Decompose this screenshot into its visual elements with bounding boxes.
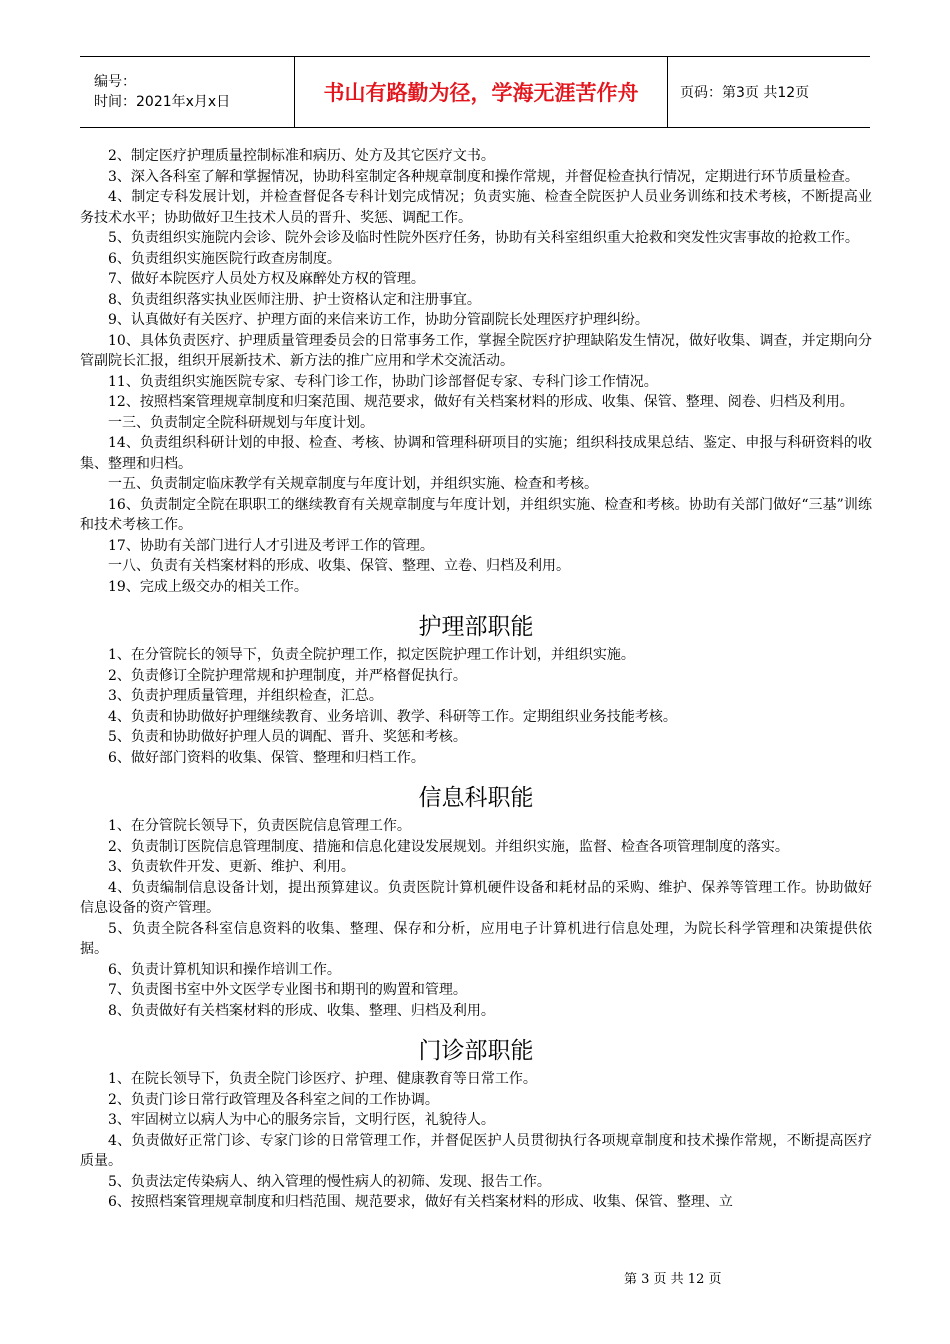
header-left-cell [80, 57, 294, 127]
paragraph: 4、负责做好正常门诊、专家门诊的日常管理工作，并督促医护人员贯彻执行各项规章制度和技术操作常规，不断提高医疗质量。 [80, 1132, 872, 1169]
paragraph: 一八、负责有关档案材料的形成、收集、保管、整理、立卷、归档及利用。 [108, 558, 570, 574]
paragraph: 2、制定医疗护理质量控制标准和病历、处方及其它医疗文书。 [108, 148, 495, 164]
paragraph: 1、在院长领导下，负责全院门诊医疗、护理、健康教育等日常工作。 [108, 1071, 537, 1087]
section-outpatient [80, 1037, 872, 1213]
page-footer: 第 3 页 共 12 页 [624, 1272, 722, 1287]
paragraph: 1、在分管院长领导下，负责医院信息管理工作。 [108, 818, 411, 834]
page-header [80, 56, 870, 128]
paragraph: 6、负责组织实施医院行政查房制度。 [108, 250, 341, 267]
paragraph: 16、负责制定全院在职职工的继续教育有关规章制度与年度计划，并组织实施、检查和考核。协助有关部门做好“三基”训练和技术考核工作。 [80, 496, 872, 533]
header-motto-cell [294, 57, 668, 127]
header-motto: 书山有路勤为径，学海无涯苦作舟 [323, 81, 639, 105]
paragraph: 17、协助有关部门进行人才引进及考评工作的管理。 [108, 537, 434, 554]
document-number-label: 编号： [94, 74, 136, 90]
paragraph: 10、具体负责医疗、护理质量管理委员会的日常事务工作，掌握全院医疗护理缺陷发生情况，做好收集、调查，并定期向分管副院长汇报，组织开展新技术、新方法的推广应用和学术交流活动。 [80, 332, 872, 369]
section-information [80, 784, 872, 1021]
paragraph: 7、负责图书室中外文医学专业图书和期刊的购置和管理。 [108, 982, 467, 998]
paragraph: 6、负责计算机知识和操作培训工作。 [108, 961, 341, 978]
paragraph: 9、认真做好有关医疗、护理方面的来信来访工作，协助分管副院长处理医疗护理纠纷。 [108, 312, 649, 328]
paragraph: 4、负责编制信息设备计划，提出预算建议。负责医院计算机硬件设备和耗材品的采购、维护、保养等管理工作。协助做好信息设备的资产管理。 [80, 879, 872, 916]
paragraph: 2、负责制订医院信息管理制度、措施和信息化建设发展规划。并组织实施，监督、检查各项管理制度的落实。 [108, 838, 789, 855]
paragraph: 一五、负责制定临床教学有关规章制度与年度计划，并组织实施、检查和考核。 [108, 476, 598, 492]
paragraph: 19、完成上级交办的相关工作。 [108, 578, 308, 595]
paragraph: 14、负责组织科研计划的申报、检查、考核、协调和管理科研项目的实施；组织科技成果总结、鉴定、申报与科研资料的收集、整理和归档。 [80, 435, 872, 472]
paragraph: 5、负责法定传染病人、纳入管理的慢性病人的初筛、发现、报告工作。 [108, 1173, 551, 1190]
paragraph: 5、负责全院各科室信息资料的收集、整理、保存和分析，应用电子计算机进行信息处理，为院长科学管理和决策提供依据。 [80, 920, 872, 957]
paragraph: 4、负责和协助做好护理继续教育、业务培训、教学、科研等工作。定期组织业务技能考核。 [108, 708, 677, 725]
paragraph: 6、按照档案管理规章制度和归档范围、规范要求，做好有关档案材料的形成、收集、保管、整理、立 [108, 1194, 733, 1210]
paragraph: 1、在分管院长的领导下，负责全院护理工作，拟定医院护理工作计划，并组织实施。 [108, 647, 635, 663]
paragraph: 12、按照档案管理规章制度和归案范围、规范要求，做好有关档案材料的形成、收集、保管、整理、阅卷、归档及利用。 [108, 394, 854, 410]
paragraph: 4、制定专科发展计划，并检查督促各专科计划完成情况；负责实施、检查全院医护人员业务训练和技术考核，不断提高业务技术水平；协助做好卫生技术人员的晋升、奖惩、调配工作。 [80, 189, 872, 226]
document-time-label: 时间：2021年x月x日 [94, 94, 231, 110]
paragraph: 6、做好部门资料的收集、保管、整理和归档工作。 [108, 749, 425, 766]
paragraph: 3、牢固树立以病人为中心的服务宗旨，文明行医，礼貌待人。 [108, 1112, 495, 1128]
paragraph: 2、负责门诊日常行政管理及各科室之间的工作协调。 [108, 1091, 439, 1108]
paragraph: 11、负责组织实施医院专家、专科门诊工作，协助门诊部督促专家、专科门诊工作情况。 [108, 373, 658, 390]
paragraph: 8、负责组织落实执业医师注册、护士资格认定和注册事宜。 [108, 291, 481, 308]
paragraph: 3、深入各科室了解和掌握情况，协助科室制定各种规章制度和操作常规，并督促检查执行情况，定期进行环节质量检查。 [108, 168, 859, 185]
paragraph: 5、负责组织实施院内会诊、院外会诊及临时性院外医疗任务，协助有关科室组织重大抢救和突发性灾害事故的抢救工作。 [108, 230, 859, 246]
paragraph: 2、负责修订全院护理常规和护理制度，并严格督促执行。 [108, 667, 467, 684]
header-right-cell [668, 57, 870, 127]
section-title-information: 信息科职能 [418, 785, 534, 811]
paragraph: 7、做好本院医疗人员处方权及麻醉处方权的管理。 [108, 271, 425, 287]
paragraph: 一三、负责制定全院科研规划与年度计划。 [108, 414, 374, 431]
section-medical-duties [80, 146, 872, 597]
paragraph: 3、负责软件开发、更新、维护、利用。 [108, 859, 355, 875]
section-nursing [80, 613, 872, 768]
paragraph: 3、负责护理质量管理，并组织检查，汇总。 [108, 688, 383, 704]
section-title-outpatient: 门诊部职能 [418, 1038, 534, 1064]
paragraph: 8、负责做好有关档案材料的形成、收集、整理、归档及利用。 [108, 1002, 495, 1019]
paragraph: 5、负责和协助做好护理人员的调配、晋升、奖惩和考核。 [108, 729, 467, 745]
header-page-code: 页码：第3页 共12页 [680, 85, 810, 101]
section-title-nursing: 护理部职能 [418, 614, 534, 640]
document-body [80, 146, 872, 1213]
